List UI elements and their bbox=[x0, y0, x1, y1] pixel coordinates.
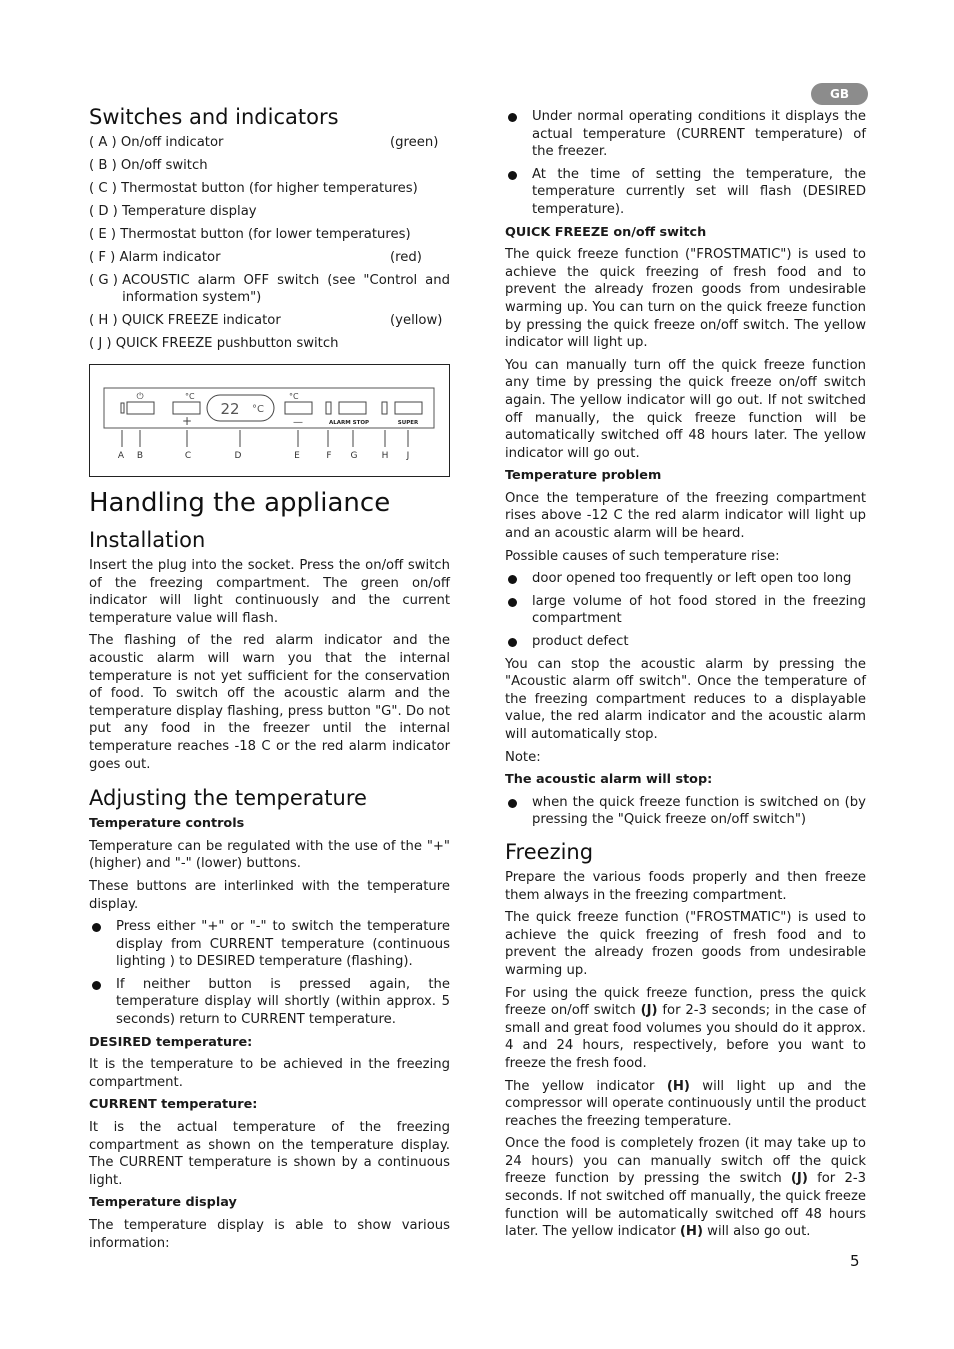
left-column bbox=[89, 104, 450, 1257]
list-item: Press either "+" or "-" to switch the temperature display from CURRENT temperature (continuous lighting ) to DESIRED temperature (flashing). bbox=[89, 918, 450, 971]
language-badge: GB bbox=[811, 83, 868, 105]
bullet-icon bbox=[508, 575, 517, 584]
switches-title: Switches and indicators bbox=[89, 105, 339, 129]
switch-item: ( F ) Alarm indicator (red) bbox=[89, 250, 422, 265]
list-item: large volume of hot food stored in the freezing compartment bbox=[505, 593, 866, 628]
temp-controls-paragraph-1: Temperature can be regulated with the use of the "+" (higher) and "-" (lower) buttons. bbox=[89, 838, 450, 872]
temperature-problem-paragraph-3: You can stop the acoustic alarm by pressing the "Acoustic alarm off switch". Once the temperature of the freezing compartment reduces to a displayable value, the red alarm indicator and the acoustic alarm will automatically stop. bbox=[505, 656, 866, 742]
temperature-problem-label: Temperature problem bbox=[505, 468, 662, 484]
switch-item: ( B ) On/off switch bbox=[89, 158, 208, 173]
freezing-title: Freezing bbox=[505, 839, 594, 864]
switch-item: ( J ) QUICK FREEZE pushbutton switch bbox=[89, 336, 339, 351]
quick-freeze-indicator bbox=[382, 402, 387, 414]
display-paragraph: The temperature display is able to show various information: bbox=[89, 1218, 450, 1251]
minus-label: — bbox=[293, 417, 303, 428]
list-item: door opened too frequently or left open too long bbox=[505, 570, 866, 588]
current-label: CURRENT temperature: bbox=[89, 1097, 258, 1113]
display-digits: 22 bbox=[220, 400, 240, 418]
thermostat-minus-button bbox=[285, 402, 312, 414]
plus-label: + bbox=[181, 414, 193, 428]
handling-title: Handling the appliance bbox=[89, 488, 391, 518]
thermostat-plus-button bbox=[173, 402, 200, 414]
label-a: A bbox=[117, 451, 125, 461]
alarm-stop-button bbox=[339, 402, 366, 414]
label-g: G bbox=[350, 451, 358, 461]
control-panel-svg bbox=[90, 365, 449, 476]
installation-paragraph-1: Insert the plug into the socket. Press the on/off switch of the freezing compartment. The green on/off indicator will light continuously and the current temperature value will flash. bbox=[89, 558, 450, 626]
switch-item: ( D ) Temperature display bbox=[89, 204, 257, 219]
switch-item: ( C ) Thermostat button (for higher temperatures) bbox=[89, 181, 418, 196]
alarm-stop-label: ALARM STOP bbox=[328, 420, 370, 426]
desired-paragraph: It is the temperature to be achieved in the freezing compartment. bbox=[89, 1057, 450, 1090]
switch-item: ( G ) ACOUSTIC alarm OFF switch (see "Control and information system") bbox=[89, 273, 450, 305]
freezing-paragraph-3: For using the quick freeze function, press the quick freeze on/off switch (J) for 2-3 seconds; in the case of small and great food volumes you should do it approx. 4 and 24 hours, respectively, before you want to freeze the fresh food. bbox=[505, 985, 866, 1071]
temperature-problem-paragraph-2: Possible causes of such temperature rise: bbox=[505, 548, 780, 564]
quick-freeze-paragraph-1: The quick freeze function ("FROSTMATIC") is used to achieve the quick freezing of fresh food and to prevent the already frozen goods from undesirable warming up. You can turn on the quick freeze function by pressing the quick freeze on/off switch. The yellow indicator will light up. bbox=[505, 247, 866, 351]
label-b: B bbox=[136, 451, 144, 461]
power-symbol: ⏻ bbox=[136, 392, 144, 402]
quick-freeze-button bbox=[395, 402, 422, 414]
switch-item: ( H ) QUICK FREEZE indicator (yellow) bbox=[89, 313, 443, 328]
switch-item: ( A ) On/off indicator (green) bbox=[89, 135, 439, 150]
bullet-icon bbox=[508, 598, 517, 607]
bullet-icon bbox=[508, 113, 517, 122]
freezing-paragraph-2: The quick freeze function ("FROSTMATIC") is used to achieve the quick freezing of fresh food and to prevent the already frozen goods from undesirable warming up. bbox=[505, 910, 866, 978]
quick-freeze-label: QUICK FREEZE on/off switch bbox=[505, 224, 707, 240]
label-e: E bbox=[294, 451, 300, 461]
temperature-causes-list bbox=[505, 570, 866, 650]
bullet-icon bbox=[508, 799, 517, 808]
adjusting-title: Adjusting the temperature bbox=[89, 786, 367, 811]
list-item: Under normal operating conditions it displays the actual temperature (CURRENT temperature) of the freezer. bbox=[505, 108, 866, 161]
desired-label: DESIRED temperature: bbox=[89, 1034, 253, 1050]
super-label: SUPER bbox=[397, 420, 419, 426]
unit-small-label-2: °C bbox=[289, 392, 299, 401]
list-item: If neither button is pressed again, the temperature display will shortly (within approx. 5 seconds) return to CURRENT temperature. bbox=[89, 976, 450, 1029]
display-unit: °C bbox=[252, 404, 264, 415]
display-label: Temperature display bbox=[89, 1195, 237, 1211]
on-off-switch-mark bbox=[121, 403, 124, 413]
on-off-indicator bbox=[127, 402, 154, 414]
temp-controls-paragraph-2: These buttons are interlinked with the temperature display. bbox=[89, 878, 450, 912]
temperature-problem-paragraph-1: Once the temperature of the freezing compartment rises above -12 C the red alarm indicator will light up and an acoustic alarm will be heard. bbox=[505, 490, 866, 542]
list-item: At the time of setting the temperature, the temperature currently set will flash (DESIRED temperature). bbox=[505, 166, 866, 219]
installation-title: Installation bbox=[89, 528, 206, 552]
installation-paragraph-2: The flashing of the red alarm indicator and the acoustic alarm will warn you that the internal temperature is not yet sufficient for the conservation of food. To switch off the acoustic alarm and the temperature display flashing, press button "G". Do not put any food in the freezer until the internal temperature reaches -18 C or the red alarm indicator goes out. bbox=[89, 633, 450, 772]
freezing-paragraph-5: Once the food is completely frozen (it may take up to 24 hours) you can manually switch off the quick freeze function by pressing the switch (J) for 2-3 seconds. If not switched off manually, the quick freeze function will be automatically switched off 48 hours later. The yellow indicator (H) will also go out. bbox=[505, 1136, 866, 1240]
list-item: product defect bbox=[505, 633, 866, 651]
label-j: J bbox=[406, 451, 410, 461]
alarm-stop-list bbox=[505, 794, 866, 829]
control-panel-diagram bbox=[89, 364, 450, 477]
current-paragraph: It is the actual temperature of the freezing compartment as shown on the temperature display. The CURRENT temperature is shown by a continuous light. bbox=[89, 1120, 450, 1188]
bullet-icon bbox=[92, 981, 101, 990]
label-d: D bbox=[234, 451, 242, 461]
temp-controls-label: Temperature controls bbox=[89, 816, 245, 832]
list-item: when the quick freeze function is switched on (by pressing the "Quick freeze on/off switch") bbox=[505, 794, 866, 829]
alarm-stop-text-label: The acoustic alarm will stop: bbox=[505, 772, 713, 788]
alarm-indicator bbox=[326, 402, 331, 414]
temp-controls-bullets bbox=[89, 918, 450, 1029]
bullet-icon bbox=[92, 923, 101, 932]
page-number: 5 bbox=[850, 1252, 860, 1270]
display-bullets bbox=[505, 108, 866, 219]
right-column bbox=[505, 108, 866, 1246]
leader-lines bbox=[122, 430, 408, 447]
bullet-icon bbox=[508, 171, 517, 180]
quick-freeze-paragraph-2: You can manually turn off the quick freeze function any time by pressing the quick freeze on/off switch again. The yellow indicator will go out. If not switched off manually, the quick freeze function will be automatically switched off 48 hours later. The yellow indicator will go out. bbox=[505, 357, 866, 461]
freezing-paragraph-1: Prepare the various foods properly and then freeze them always in the freezing compartment. bbox=[505, 869, 866, 903]
freezing-paragraph-4: The yellow indicator (H) will light up and the compressor will operate continuously until the product reaches the freezing temperature. bbox=[505, 1078, 866, 1129]
label-h: H bbox=[381, 451, 389, 461]
switch-item: ( E ) Thermostat button (for lower temperatures) bbox=[89, 227, 411, 242]
switches-list bbox=[89, 134, 450, 352]
unit-small-label: °C bbox=[185, 392, 195, 401]
label-c: C bbox=[184, 451, 192, 461]
bullet-icon bbox=[508, 638, 517, 647]
note-label: Note: bbox=[505, 749, 541, 765]
label-f: F bbox=[326, 451, 332, 461]
